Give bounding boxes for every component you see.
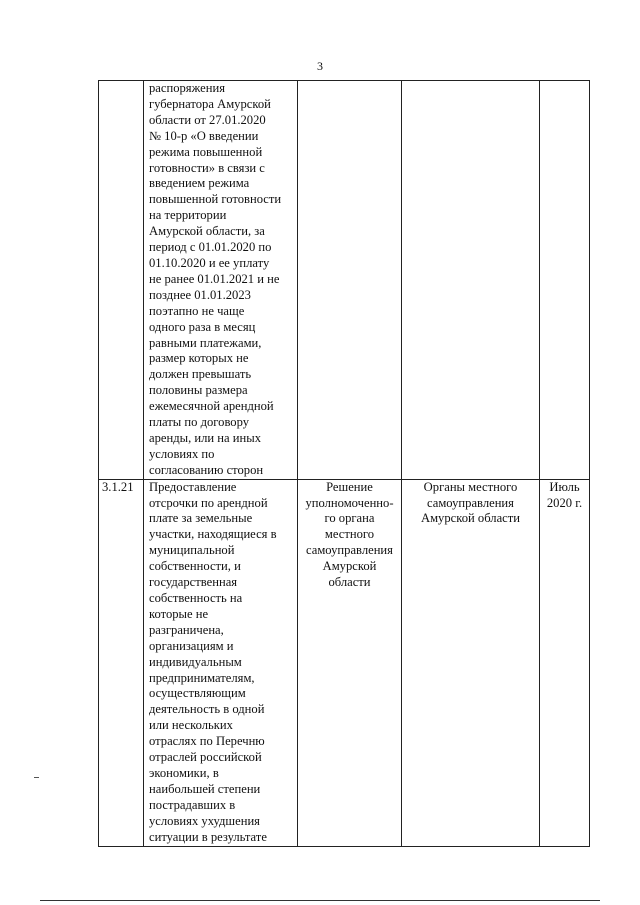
- text-line: местного: [324, 527, 375, 542]
- text-line: 2020 г.: [546, 495, 583, 510]
- text-line: позднее 01.01.2023: [149, 287, 251, 302]
- text-line: режима повышенной: [149, 144, 263, 159]
- text-line: деятельность в одной: [149, 702, 265, 717]
- text-line: готовности» в связи с: [149, 160, 265, 175]
- text-line: Амурской области: [420, 511, 520, 526]
- table-row: [99, 479, 590, 846]
- text-line: Предоставление: [149, 479, 237, 494]
- text-line: равными платежами,: [149, 335, 262, 350]
- text-line: одного раза в месяц: [149, 319, 256, 334]
- item-number: 3.1.21: [102, 479, 134, 494]
- item-number-cell: [99, 479, 144, 846]
- text-line: Решение: [326, 479, 373, 494]
- text-line: Органы местного: [423, 479, 518, 494]
- deadline-cell: [540, 81, 590, 480]
- text-line: отсрочки по арендной: [149, 495, 268, 510]
- text-line: размер которых не: [149, 351, 249, 366]
- text-line: Июль: [549, 479, 580, 494]
- text-line: отраслях по Перечню: [149, 734, 265, 749]
- text-line: должен превышать: [149, 367, 252, 382]
- document-type-cell: [298, 81, 402, 480]
- text-line: отраслей российской: [149, 750, 262, 765]
- text-line: государственная: [149, 575, 238, 590]
- text-line: разграничена,: [149, 622, 224, 637]
- page-number: 3: [317, 59, 323, 73]
- text-line: самоуправления: [306, 543, 393, 558]
- text-line: наибольшей степени: [149, 781, 261, 796]
- text-line: предпринимателям,: [149, 670, 255, 685]
- text-line: условиях ухудшения: [149, 813, 260, 828]
- text-line: индивидуальным: [149, 654, 242, 669]
- text-line: плате за земельные: [149, 511, 253, 526]
- text-line: № 10-р «О введении: [149, 128, 259, 143]
- text-line: или нескольких: [149, 718, 233, 733]
- text-line: губернатора Амурской: [149, 96, 271, 111]
- text-line: Амурской области, за: [149, 224, 265, 239]
- text-line: области: [328, 575, 371, 590]
- scan-artifact-mark: [34, 777, 39, 778]
- text-line: 01.10.2020 и ее уплату: [149, 255, 270, 270]
- text-line: введением режима: [149, 176, 250, 191]
- text-line: распоряжения: [149, 81, 225, 95]
- deadline-cell: [540, 479, 590, 846]
- text-line: условиях по: [149, 446, 215, 461]
- text-line: осуществляющим: [149, 686, 246, 701]
- document-type-cell: [298, 479, 402, 846]
- text-line: муниципальной: [149, 543, 235, 558]
- text-line: которые не: [149, 606, 209, 621]
- text-line: самоуправления: [427, 495, 514, 510]
- text-line: организациям и: [149, 638, 234, 653]
- measure-description-cell: [144, 81, 298, 480]
- text-line: собственность на: [149, 591, 243, 605]
- executor-cell: [402, 81, 540, 480]
- text-line: согласованию сторон: [149, 462, 264, 477]
- text-line: го органа: [324, 511, 375, 526]
- executor-cell: [402, 479, 540, 846]
- text-line: уполномоченно-: [305, 495, 394, 510]
- text-line: собственности, и: [149, 559, 241, 574]
- item-number-cell: [99, 81, 144, 480]
- text-line: не ранее 01.01.2021 и не: [149, 271, 280, 286]
- measure-description-cell: [144, 479, 298, 846]
- text-line: период с 01.01.2020 по: [149, 240, 272, 255]
- measures-table: [98, 80, 590, 847]
- page-bottom-edge: [40, 900, 600, 901]
- text-line: повышенной готовности: [149, 192, 282, 207]
- text-line: Амурской: [322, 559, 377, 574]
- text-line: аренды, или на иных: [149, 430, 262, 445]
- text-line: на территории: [149, 208, 227, 223]
- text-line: половины размера: [149, 383, 248, 398]
- text-line: платы по договору: [149, 415, 250, 430]
- text-line: участки, находящиеся в: [149, 527, 277, 542]
- text-line: ситуации в результате: [149, 829, 267, 844]
- text-line: ежемесячной арендной: [149, 399, 274, 414]
- text-line: поэтапно не чаще: [149, 303, 245, 318]
- text-line: области от 27.01.2020: [149, 112, 266, 127]
- table-row: [99, 81, 590, 480]
- text-line: пострадавших в: [149, 797, 236, 812]
- text-line: экономики, в: [149, 765, 219, 780]
